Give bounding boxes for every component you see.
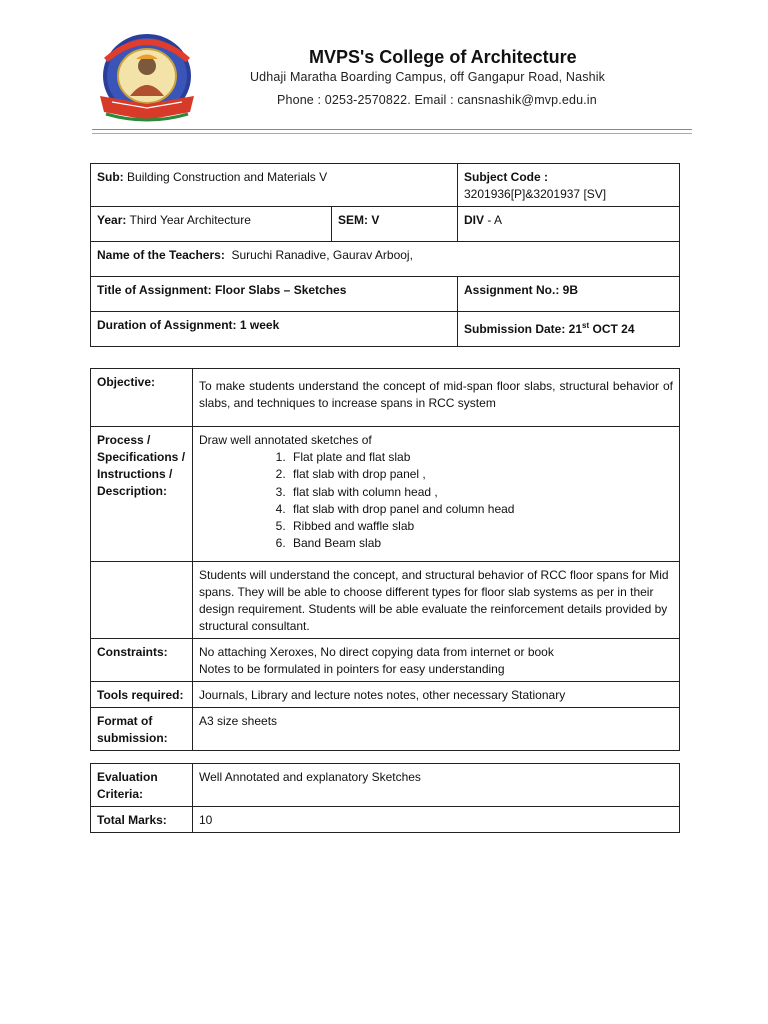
subject-code-cell: Subject Code : 3201936[P]&3201937 [SV] <box>458 164 680 207</box>
sem-cell: SEM: V <box>332 207 458 242</box>
assignment-details-table <box>90 368 680 751</box>
list-item: 5. Ribbed and waffle slab <box>289 518 673 535</box>
objective-label: Objective: <box>91 369 193 427</box>
assignment-title-cell: Title of Assignment: Floor Slabs – Sketches <box>91 277 458 312</box>
format-label: Format of submission: <box>91 708 193 751</box>
evaluation-criteria-label: Evaluation Criteria: <box>91 764 193 807</box>
process-cell <box>193 427 680 562</box>
teachers-cell: Name of the Teachers: Suruchi Ranadive, Gaurav Arbooj, <box>91 242 680 277</box>
college-name: MVPS's College of Architecture <box>309 47 577 67</box>
year-cell: Year: Third Year Architecture <box>91 207 332 242</box>
process-intro: Draw well annotated sketches of <box>199 433 372 447</box>
list-item: 4. flat slab with drop panel and column head <box>289 501 673 518</box>
subject-cell: Sub: Building Construction and Materials V <box>91 164 458 207</box>
outcome-label <box>91 562 193 639</box>
total-marks-label: Total Marks: <box>91 807 193 833</box>
evaluation-criteria-value: Well Annotated and explanatory Sketches <box>193 764 680 807</box>
constraints-label: Constraints: <box>91 639 193 682</box>
list-item: 6. Band Beam slab <box>289 535 673 552</box>
tools-value: Journals, Library and lecture notes notes, other necessary Stationary <box>193 682 680 708</box>
objective-text: To make students understand the concept of mid-span floor slabs, structural behavior of slabs, and techniques to increase spans in RCC system <box>193 369 680 427</box>
total-marks-value: 10 <box>193 807 680 833</box>
college-address: Udhaji Maratha Boarding Campus, off Gangapur Road, Nashik <box>250 70 606 84</box>
list-item: 3. flat slab with column head , <box>289 484 673 501</box>
header-divider <box>92 129 692 130</box>
subject-info-table <box>90 163 680 347</box>
duration-cell: Duration of Assignment: 1 week <box>91 312 458 347</box>
college-emblem-logo <box>92 30 202 130</box>
div-cell: DIV - A <box>458 207 680 242</box>
constraints-cell: No attaching Xeroxes, No direct copying data from internet or book Notes to be formulated in pointers for easy understanding <box>193 639 680 682</box>
list-item: 2. flat slab with drop panel , <box>289 466 673 483</box>
assignment-no-cell: Assignment No.: 9B <box>458 277 680 312</box>
sketch-list <box>199 449 673 553</box>
college-contact: Phone : 0253-2570822. Email : cansnashik@mvp.edu.in <box>277 93 597 107</box>
list-item: 1. Flat plate and flat slab <box>289 449 673 466</box>
tools-label: Tools required: <box>91 682 193 708</box>
submission-date-cell: Submission Date: 21st OCT 24 <box>458 312 680 347</box>
evaluation-table <box>90 763 680 833</box>
outcome-text: Students will understand the concept, and structural behavior of RCC floor spans for Mid spans. They will be able to choose different types for floor slab systems as per in their design requirement. Students will be able evaluate the reinforcement details provided by structural consultant. <box>193 562 680 639</box>
format-value: A3 size sheets <box>193 708 680 751</box>
header-divider-lower <box>92 133 692 134</box>
process-label: Process / Specifications / Instructions / Description: <box>91 427 193 562</box>
